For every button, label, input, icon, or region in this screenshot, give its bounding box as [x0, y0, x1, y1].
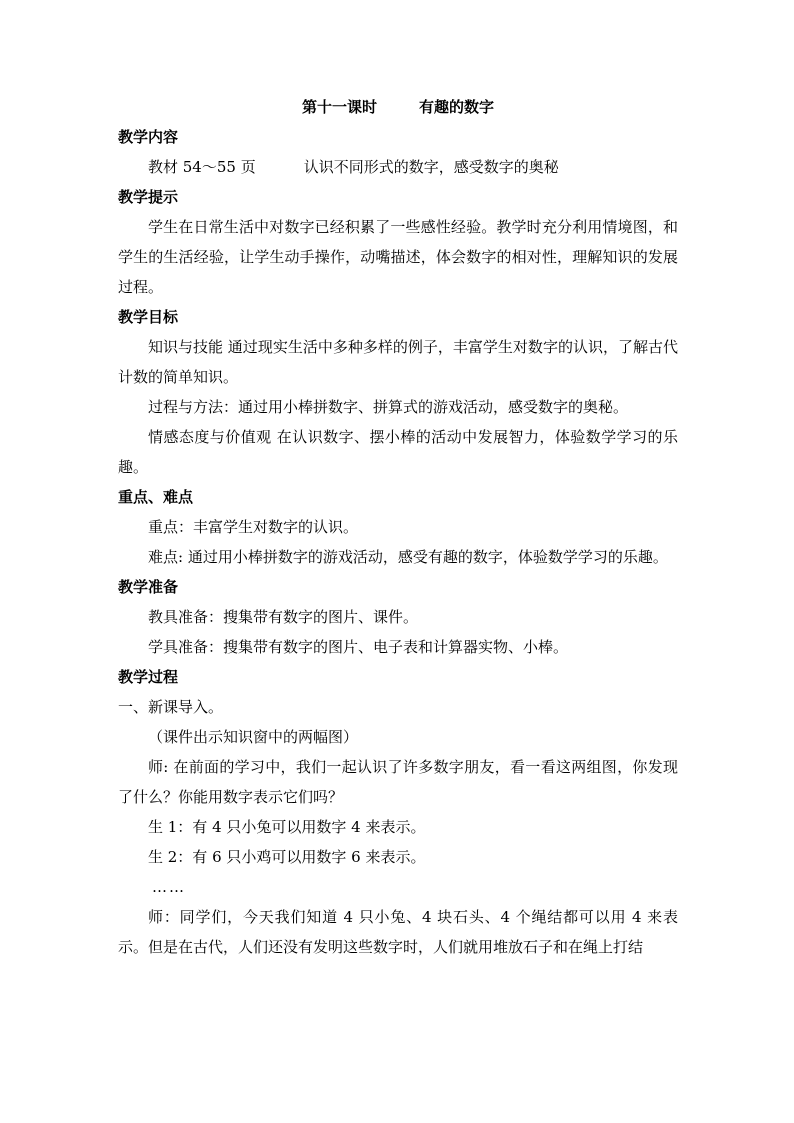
student-line-1: 生 1：有 4 只小兔可以用数字 4 来表示。	[148, 818, 426, 836]
student-prep: 学具准备：搜集带有数字的图片、电子表和计算器实物、小棒。	[148, 638, 569, 656]
teacher-line-2: 师：同学们，今天我们知道 4 只小兔、4 块石头、4 个绳结都可以用 4 来表示。但是在古代，人们还没有发明这些数字时，人们就用堆放石子和在绳上打结	[118, 908, 678, 956]
content-desc: 认识不同形式的数字，感受数字的奥秘	[303, 158, 559, 176]
heading-content: 教学内容	[118, 128, 179, 146]
heading-goals: 教学目标	[118, 308, 179, 326]
lesson-topic: 有趣的数字	[419, 98, 495, 116]
heading-process: 教学过程	[118, 668, 179, 686]
lesson-title	[118, 92, 678, 122]
process-step-1: 一、新课导入。	[118, 698, 224, 716]
teacher-line-1: 师: 在前面的学习中，我们一起认识了许多数字朋友，看一看这两组图，你发现了什么？你能用数字表示它们吗？	[118, 758, 678, 806]
key-point: 重点：丰富学生对数字的认识。	[148, 518, 359, 536]
goal-knowledge: 知识与技能 通过现实生活中多种多样的例子，丰富学生对数字的认识，了解古代计数的简单知识。	[118, 338, 678, 386]
content-line	[118, 152, 678, 182]
content-pages: 教材 54～55 页	[148, 158, 256, 176]
document-page	[118, 92, 678, 962]
goal-process: 过程与方法：通过用小棒拼数字、拼算式的游戏活动，感受数字的奥秘。	[148, 398, 629, 416]
teacher-prep: 教具准备：搜集带有数字的图片、课件。	[148, 608, 419, 626]
heading-preparation: 教学准备	[118, 578, 179, 596]
heading-key-points: 重点、难点	[118, 488, 194, 506]
heading-hint: 教学提示	[118, 188, 179, 206]
lesson-number: 第十一课时	[301, 98, 377, 116]
hint-paragraph: 学生在日常生活中对数字已经积累了一些感性经验。教学时充分利用情境图，和学生的生活经验，让学生动手操作，动嘴描述，体会数字的相对性，理解知识的发展过程。	[118, 218, 678, 296]
student-line-2: 生 2：有 6 只小鸡可以用数字 6 来表示。	[148, 848, 426, 866]
process-note: （课件出示知识窗中的两幅图）	[148, 728, 359, 746]
ellipsis: ……	[152, 878, 186, 896]
goal-emotion: 情感态度与价值观 在认识数字、摆小棒的活动中发展智力，体验数学学习的乐趣。	[118, 428, 678, 476]
difficult-point: 难点: 通过用小棒拼数字的游戏活动，感受有趣的数字，体验数学学习的乐趣。	[148, 548, 668, 566]
